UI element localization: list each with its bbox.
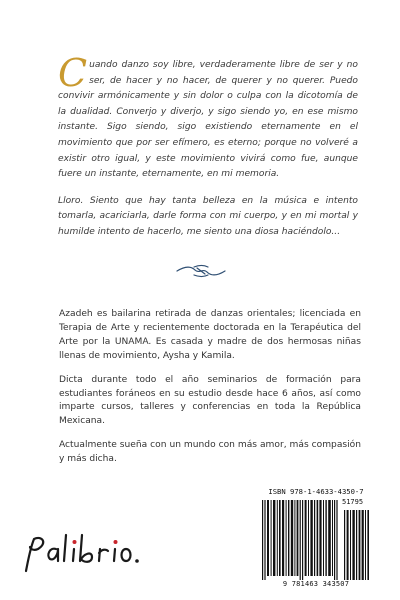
author-quote xyxy=(58,51,358,241)
barcode-addon-number: 51795 xyxy=(342,498,364,506)
isbn-barcode xyxy=(258,487,374,592)
barcode-bars-icon xyxy=(258,498,374,580)
drop-cap: C xyxy=(58,51,88,95)
author-biography xyxy=(59,308,361,477)
bio-paragraph-3: Actualmente sueña con un mundo con más amor, más compasión y más dicha. xyxy=(59,440,361,465)
quote-text-1: uando danzo soy libre, verdaderamente libre de ser y no ser, de hacer y no hacer, de querer y no querer. Puedo convivir armónicamente y sin dolor o culpa con la dicotomía de la dualidad. Converjo y diverjo, y sigo siendo yo, en ese mismo instante. Sigo siendo, sigo existiendo eternamente en el movimiento que por ser efímero, es eterno; porque no volveré a existir otro igual, y este movimiento vivirá como fue, aunque fuere un instante, eternamente, en mi memoria. xyxy=(58,60,358,180)
flourish-ornament-icon xyxy=(175,262,227,280)
ean-number: 9 781463 343507 xyxy=(282,580,350,588)
palibrio-logo xyxy=(20,527,150,577)
bio-paragraph-1: Azadeh es bailarina retirada de danzas orientales; licenciada en Terapia de Arte y recientemente doctorada en la Terapéutica del Arte por la UNAMA. Es casada y madre de dos hermosas niñas llenas de movimiento, Aysha y Kamila. xyxy=(59,309,361,361)
isbn-label: ISBN 978-1-4633-4350-7 xyxy=(268,487,364,496)
quote-paragraph-2: Lloro. Siento que hay tanta belleza en la música e intento tomarla, acariciarla, darle forma con mi cuerpo, y en mi mortal y humilde intento de hacerlo, me siento una diosa haciéndolo... xyxy=(58,195,358,237)
bio-paragraph-2: Dicta durante todo el año seminarios de formación para estudiantes foráneos en su estudio desde hace 6 años, así como imparte cursos, talleres y conferencias en toda la República Mexicana. xyxy=(59,374,361,427)
quote-paragraph-1 xyxy=(58,51,358,183)
